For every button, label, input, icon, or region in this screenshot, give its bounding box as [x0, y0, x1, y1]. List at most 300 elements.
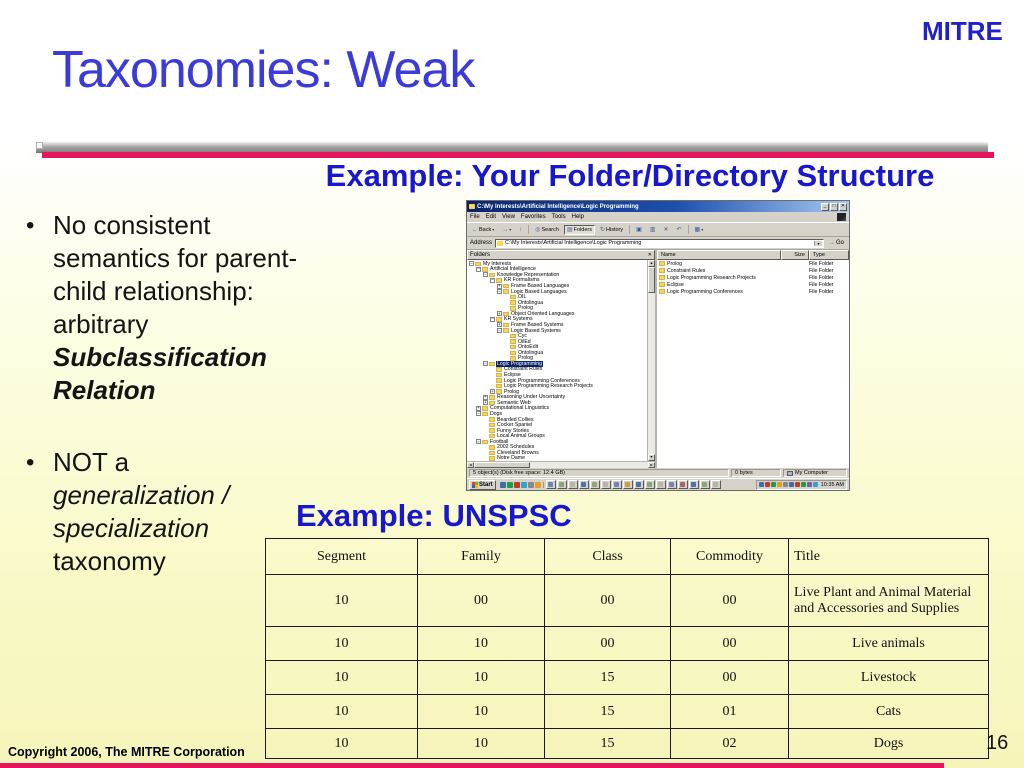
folder-icon [489, 428, 495, 433]
folder-tree [467, 260, 647, 461]
file-row[interactable] [657, 281, 849, 288]
quick-launch-icon[interactable] [528, 482, 534, 488]
unspsc-cell: 10 [266, 661, 418, 695]
collapse-icon[interactable]: − [491, 316, 494, 322]
folder-icon [489, 417, 495, 422]
unspsc-cell: 10 [266, 575, 418, 627]
unspsc-cell: 15 [545, 695, 671, 729]
folder-icon [482, 406, 488, 411]
tree-item-label: Local Animal Groups [497, 433, 545, 440]
unspsc-header-cell: Commodity [671, 539, 789, 575]
bullet-dot: • [26, 212, 35, 239]
tray-icon[interactable] [807, 482, 812, 487]
explorer-screenshot [466, 200, 850, 491]
scroll-down-icon[interactable]: ▼ [649, 455, 654, 459]
tree-item-label: Computational Linguistics [490, 405, 550, 412]
tree-item-label: Prolog [518, 355, 533, 362]
folder-icon [489, 445, 495, 450]
close-folders-pane-icon[interactable]: ✕ [647, 252, 652, 258]
column-header-size[interactable]: Size [781, 250, 809, 260]
taskbar-window-button[interactable] [557, 480, 567, 489]
folder-icon [497, 241, 503, 246]
mitre-logo: MITRE [922, 16, 1003, 46]
tree-item-label: OntoEdit [518, 344, 539, 351]
unspsc-cell: 00 [671, 627, 789, 661]
toolbar-up-button[interactable] [516, 225, 525, 235]
toolbar-views-button[interactable] [692, 225, 707, 235]
folder-icon [503, 284, 509, 289]
tree-spacer [483, 423, 488, 428]
taskbar-window-button[interactable] [700, 480, 710, 489]
folder-icon [496, 278, 502, 283]
undo-icon: ↶ [676, 226, 682, 233]
unspsc-cell: 00 [671, 575, 789, 627]
folder-icon [489, 395, 495, 400]
tree-item-label: Bearded Collies [497, 416, 534, 423]
unspsc-header-cell: Title [789, 539, 989, 575]
unspsc-cell: 10 [266, 729, 418, 759]
column-header-type[interactable]: Type [809, 250, 849, 260]
unspsc-header-row [266, 539, 989, 575]
tree-spacer [504, 300, 509, 305]
tree-item-label: My Interests [483, 260, 512, 267]
tray-icon[interactable] [783, 482, 788, 487]
tree-item-label: Logic Programming Research Projects [504, 383, 593, 390]
tree-item-label: Frame Based Systems [511, 321, 564, 328]
maximize-icon[interactable]: □ [830, 203, 838, 211]
taskbar-window-button[interactable] [590, 480, 600, 489]
collapse-icon[interactable]: − [498, 288, 501, 294]
views-icon: ▦ [694, 226, 701, 233]
file-row[interactable] [657, 288, 849, 295]
folder-icon [503, 312, 509, 317]
tree-spacer [483, 428, 488, 433]
window-title: C:\My Interests\Artificial Intelligence\Logic Programming [477, 203, 639, 210]
tree-item-label: Prolog [518, 305, 533, 312]
status-bytes: 0 bytes [731, 469, 781, 477]
file-type: File Folder [809, 260, 834, 267]
taskbar-window-button[interactable] [645, 480, 655, 489]
file-name: Logic Programming Conferences [657, 289, 781, 295]
unspsc-cell: 01 [671, 695, 789, 729]
unspsc-cell: Live Plant and Animal Material and Accessories and Supplies [789, 575, 989, 627]
tray-icon[interactable] [765, 482, 770, 487]
unspsc-cell: 02 [671, 729, 789, 759]
address-bar [467, 237, 849, 250]
tray-icon[interactable] [759, 482, 764, 487]
folder-icon [489, 362, 495, 367]
folder-icon [482, 440, 488, 445]
expand-icon[interactable]: + [484, 399, 487, 405]
unspsc-cell: Live animals [789, 627, 989, 661]
back-icon: ← [472, 226, 478, 233]
file-list-pane [657, 250, 849, 468]
unspsc-cell: 00 [545, 627, 671, 661]
address-label: Address [470, 240, 493, 246]
folders-pane-title: Folders [470, 252, 491, 258]
toolbar-delete-button[interactable] [660, 225, 671, 235]
windows-taskbar [467, 478, 849, 490]
tree-spacer [504, 345, 509, 350]
collapse-icon[interactable]: − [477, 438, 480, 444]
taskbar-window-button[interactable] [546, 480, 556, 489]
tree-item-label: 2002 Schedules [497, 444, 535, 451]
tree-item-label: Cocker Spaniel [497, 422, 533, 429]
unspsc-header-cell: Segment [266, 539, 418, 575]
toolbar-undo-button[interactable] [674, 225, 685, 235]
toolbar-back-button[interactable] [469, 225, 497, 235]
folder-icon [659, 261, 665, 266]
unspsc-header-cell: Class [545, 539, 671, 575]
toolbar-separator [629, 225, 630, 234]
menu-items [470, 214, 584, 220]
folder-icon [510, 339, 516, 344]
tree-vertical-scrollbar[interactable] [647, 260, 655, 461]
tree-spacer [483, 434, 488, 439]
folder-icon [659, 282, 665, 287]
tray-icon[interactable] [777, 482, 782, 487]
expand-icon[interactable]: + [498, 310, 501, 316]
collapse-icon[interactable]: − [484, 271, 487, 277]
bullet-dot: • [26, 449, 35, 476]
folder-icon [482, 267, 488, 272]
unspsc-cell: Dogs [789, 729, 989, 759]
toolbar-history-label: History [606, 226, 624, 233]
tree-item-label: Logic Programming Conferences [504, 377, 580, 384]
folder-icon [659, 268, 665, 273]
unspsc-cell: 10 [266, 695, 418, 729]
quick-launch-icon[interactable] [521, 482, 527, 488]
taskbar-window-button[interactable] [711, 480, 721, 489]
explorer-main [467, 250, 849, 468]
heading-folder-structure: Example: Your Folder/Directory Structure [325, 158, 935, 193]
bullet-2-text: NOT a generalization / specialization taxonomy [53, 447, 230, 576]
file-type: File Folder [809, 267, 834, 274]
expand-icon[interactable]: + [477, 405, 480, 411]
unspsc-cell: Cats [789, 695, 989, 729]
minimize-icon[interactable]: _ [821, 203, 829, 211]
unspsc-row [266, 575, 989, 627]
file-name: Logic Programming Research Projects [657, 275, 781, 281]
column-header-name[interactable]: Name [657, 250, 781, 260]
unspsc-row [266, 729, 989, 759]
tree-item-label: Logic Based Systems [511, 327, 561, 334]
menu-file[interactable]: File [470, 214, 480, 220]
up-icon: ↑ [519, 226, 523, 233]
tray-icon[interactable] [813, 482, 818, 487]
status-bar [467, 468, 849, 478]
address-dropdown-icon[interactable]: ▾ [814, 241, 822, 246]
folder-icon [510, 295, 516, 300]
bullet-item-2 [26, 446, 272, 578]
unspsc-cell: Livestock [789, 661, 989, 695]
tray-icon[interactable] [795, 482, 800, 487]
folder-icon [489, 273, 495, 278]
file-name: Eclipse [657, 282, 781, 288]
tree-spacer [483, 450, 488, 455]
start-button[interactable] [469, 480, 496, 490]
dropdown-icon: ▾ [509, 227, 512, 232]
file-type: File Folder [809, 281, 834, 288]
tree-item-label: Cyc [518, 333, 527, 340]
folder-icon [659, 289, 665, 294]
unspsc-cell: 15 [545, 729, 671, 759]
tray-icon[interactable] [801, 482, 806, 487]
file-row[interactable] [657, 260, 849, 267]
forward-icon: → [502, 226, 509, 233]
folder-tree-wrap [467, 260, 655, 461]
toolbar-forward-button[interactable] [499, 225, 514, 235]
folder-icon [496, 384, 502, 389]
collapse-icon[interactable]: − [470, 260, 473, 266]
folder-icon [496, 367, 502, 372]
file-row[interactable] [657, 267, 849, 274]
bullet-1-text: No consistent semantics for parent-child relationship: arbitrary Subclassification Relation [53, 210, 298, 405]
toolbar-move-to-button[interactable] [633, 225, 645, 235]
go-button[interactable] [827, 240, 846, 246]
quick-launch-icon[interactable] [535, 482, 541, 488]
tree-spacer [504, 339, 509, 344]
expand-icon[interactable]: + [484, 394, 487, 400]
file-type: File Folder [809, 288, 834, 295]
scrollbar-thumb[interactable] [648, 267, 655, 293]
folder-icon [496, 378, 502, 383]
file-name: Constraint Rules [657, 268, 781, 274]
tree-item-label: Dogs [490, 410, 503, 417]
tree-item-label: KR Systems [504, 316, 533, 323]
taskbar-window-button[interactable] [623, 480, 633, 489]
taskbar-window-button[interactable] [568, 480, 578, 489]
bottom-accent-bar [0, 763, 944, 768]
folder-icon [659, 275, 665, 280]
folder-icon [496, 389, 502, 394]
explorer-toolbar [467, 223, 849, 237]
tree-item-label: Frame Based Languages [511, 283, 570, 290]
status-object-count: 5 object(s) (Disk free space: 12.4 GB) [469, 469, 729, 477]
tree-item-label: Cleveland Browns [497, 449, 539, 456]
folders-pane-header [467, 250, 655, 260]
page-title: Taxonomies: Weak [52, 41, 475, 99]
search-icon: ◎ [535, 226, 541, 233]
tree-spacer [504, 295, 509, 300]
toolbar-search-label: Search [541, 226, 559, 233]
file-name: Prolog [657, 261, 781, 267]
folder-icon [489, 434, 495, 439]
unspsc-cell: 10 [418, 661, 545, 695]
scroll-left-icon[interactable]: ◄ [468, 463, 473, 467]
collapse-icon[interactable]: − [477, 266, 480, 272]
tree-spacer [504, 350, 509, 355]
expand-icon[interactable]: + [498, 283, 501, 289]
file-type: File Folder [809, 274, 834, 281]
tray-icon[interactable] [789, 482, 794, 487]
folders-icon: ▤ [566, 226, 573, 233]
move-to-icon: ▣ [636, 226, 642, 233]
scroll-up-icon[interactable]: ▲ [649, 261, 654, 265]
my-computer-icon [787, 471, 793, 476]
folder-icon [496, 317, 502, 322]
tree-spacer [490, 367, 495, 372]
address-input[interactable] [495, 239, 824, 248]
taskbar-window-button[interactable] [579, 480, 589, 489]
folder-icon [510, 300, 516, 305]
taskbar-window-buttons [546, 480, 754, 489]
tree-item-label: Ontolingua [518, 349, 544, 356]
expand-icon[interactable]: + [491, 388, 494, 394]
collapse-icon[interactable]: − [484, 360, 487, 366]
window-controls [821, 203, 847, 211]
dropdown-icon: ▾ [492, 227, 495, 232]
folder-icon [510, 356, 516, 361]
tree-item-label: Logic Programming [497, 360, 542, 367]
unspsc-row [266, 661, 989, 695]
tray-icon[interactable] [771, 482, 776, 487]
unspsc-cell: 10 [418, 627, 545, 661]
expand-icon[interactable]: + [498, 321, 501, 327]
unspsc-cell: 10 [418, 729, 545, 759]
folder-icon [510, 334, 516, 339]
brand-logo-icon [837, 213, 846, 221]
folder-icon [475, 262, 481, 267]
tree-item-label: OilEd [518, 338, 531, 345]
file-row[interactable] [657, 274, 849, 281]
folders-pane [467, 250, 657, 468]
tree-item-label: Eclipse [504, 372, 521, 379]
start-label: Start [479, 481, 493, 488]
scroll-right-icon[interactable]: ► [649, 463, 654, 467]
heading-unspsc: Example: UNSPSC [296, 498, 572, 533]
taskbar-clock: 10:35 AM [820, 481, 844, 488]
folder-icon [489, 451, 495, 456]
tree-item-label: Logic Based Languages [511, 288, 567, 295]
menu-favorites[interactable]: Favorites [520, 214, 546, 220]
toolbar-history-button[interactable] [597, 225, 626, 235]
copyright: Copyright 2006, The MITRE Corporation [8, 745, 245, 759]
tree-spacer [490, 373, 495, 378]
menu-bar [467, 212, 849, 223]
unspsc-cell: 10 [266, 627, 418, 661]
go-label: Go [835, 240, 844, 246]
tree-spacer [483, 417, 488, 422]
tree-item-label: KR Formalisms [504, 277, 540, 284]
tree-spacer [490, 384, 495, 389]
tree-item-label: Ontolingua [518, 299, 544, 306]
menu-edit[interactable]: Edit [485, 214, 497, 220]
taskbar-window-button[interactable] [634, 480, 644, 489]
folder-icon [503, 328, 509, 333]
file-list [657, 260, 849, 468]
page-number: 16 [986, 732, 1009, 754]
unspsc-table [265, 538, 989, 759]
collapse-icon[interactable]: − [498, 327, 501, 333]
folder-icon [489, 423, 495, 428]
folder-icon [510, 306, 516, 311]
menu-view[interactable]: View [502, 214, 515, 220]
taskbar-window-button[interactable] [656, 480, 666, 489]
tree-item-label: Funny Stories [497, 427, 530, 434]
quick-launch-icon[interactable] [507, 482, 513, 488]
folder-icon [510, 351, 516, 356]
windows-flag-icon [472, 482, 478, 488]
unspsc-cell: 10 [418, 695, 545, 729]
menu-tools[interactable]: Tools [551, 214, 566, 220]
toolbar-search-button[interactable] [532, 225, 562, 235]
close-icon[interactable]: ✕ [840, 202, 846, 209]
delete-icon: ✕ [663, 226, 669, 233]
go-arrow-icon: → [828, 240, 835, 246]
bullet-item-1 [26, 209, 316, 407]
quick-launch-icon[interactable] [500, 482, 506, 488]
quick-launch-bar [498, 482, 544, 488]
tree-item-label: OIL [518, 294, 527, 301]
tree-spacer [483, 445, 488, 450]
toolbar-back-label: Back [479, 226, 492, 233]
taskbar-window-button[interactable] [601, 480, 611, 489]
toolbar-copy-to-button[interactable] [647, 225, 659, 235]
folder-icon [503, 289, 509, 294]
address-path: C:\My Interests\Artificial Intelligence\Logic Programming [505, 240, 642, 246]
taskbar-window-button[interactable] [689, 480, 699, 489]
tray-icons [759, 482, 818, 487]
toolbar-separator [688, 225, 689, 234]
tree-spacer [504, 334, 509, 339]
folder-icon [489, 401, 495, 406]
explorer-titlebar[interactable] [467, 201, 849, 212]
taskbar-window-button[interactable] [612, 480, 622, 489]
column-headers [657, 250, 849, 260]
collapse-icon[interactable]: − [491, 277, 494, 283]
window-folder-icon [469, 204, 475, 209]
unspsc-cell: 15 [545, 661, 671, 695]
status-zone: My Computer [783, 469, 847, 477]
taskbar-window-button[interactable] [678, 480, 688, 489]
folder-icon [510, 345, 516, 350]
tree-item-label: Football [490, 438, 509, 445]
tree-item-label: Knowledge Representation [497, 271, 560, 278]
tree-item-label: Constraint Rules [504, 366, 543, 373]
unspsc-cell: 00 [545, 575, 671, 627]
copy-to-icon: ▥ [649, 226, 656, 233]
unspsc-header-cell: Family [418, 539, 545, 575]
tree-horizontal-scrollbar[interactable] [467, 461, 655, 468]
unspsc-row [266, 695, 989, 729]
collapse-icon[interactable]: − [477, 410, 480, 416]
tree-item-label: Notre Dame [497, 455, 525, 462]
divider-notch [36, 142, 43, 149]
menu-help[interactable]: Help [571, 214, 584, 220]
toolbar-folders-button[interactable] [564, 225, 595, 235]
dropdown-icon: ▾ [701, 227, 704, 232]
folder-icon [496, 373, 502, 378]
tree-spacer [490, 378, 495, 383]
tree-item-label: Semantic Web [497, 399, 531, 406]
toolbar-separator [528, 225, 529, 234]
tree-item-label: Reasoning Under Uncertainty [497, 394, 566, 401]
tree-item-label: Artificial Intelligence [490, 266, 536, 273]
toolbar-folders-label: Folders [573, 226, 592, 233]
folder-icon [482, 412, 488, 417]
quick-launch-icon[interactable] [514, 482, 520, 488]
tree-item-label: Object Oriented Languages [511, 310, 575, 317]
unspsc-cell: 00 [418, 575, 545, 627]
unspsc-row [266, 627, 989, 661]
taskbar-window-button[interactable] [667, 480, 677, 489]
tree-spacer [504, 306, 509, 311]
system-tray [756, 480, 847, 490]
tree-item-label: Prolog [504, 388, 519, 395]
unspsc-cell: 00 [671, 661, 789, 695]
folder-icon [503, 323, 509, 328]
